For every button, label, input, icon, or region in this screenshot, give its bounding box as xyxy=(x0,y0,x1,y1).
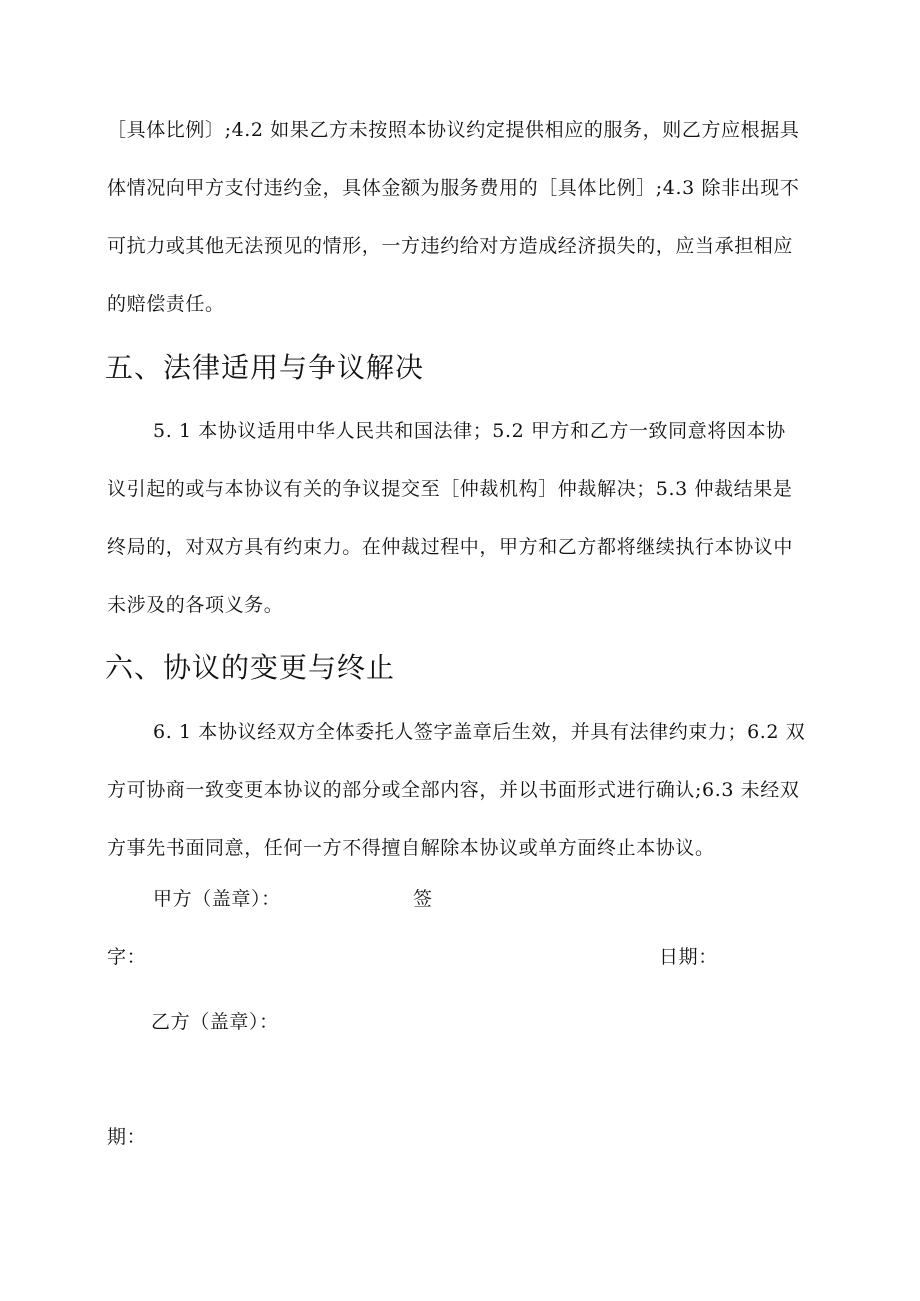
paragraph-line: 议引起的或与本协议有关的争议提交至［仲裁机构］仲裁解决；5.3 仲裁结果是 xyxy=(107,478,793,500)
party-b-seal-label: 乙方（盖章）： xyxy=(151,1011,279,1033)
date-label-tail: 期： xyxy=(107,1126,147,1148)
paragraph-line: 方事先书面同意，任何一方不得擅自解除本协议或单方面终止本协议。 xyxy=(107,837,715,859)
paragraph-line: 终局的，对双方具有约束力。在仲裁过程中，甲方和乙方都将继续执行本协议中 xyxy=(107,536,794,558)
section5-heading: 五、法律适用与争议解决 xyxy=(105,351,425,384)
section4-tail-paragraph xyxy=(107,101,817,333)
paragraph-line: 方可协商一致变更本协议的部分或全部内容，并以书面形式进行确认;6.3 未经双 xyxy=(107,779,800,801)
paragraph-line: 未涉及的各项义务。 xyxy=(107,594,284,616)
paragraph-line: 体情况向甲方支付违约金，具体金额为服务费用的［具体比例］;4.3 除非出现不 xyxy=(107,177,800,199)
paragraph-line: 5. 1 本协议适用中华人民共和国法律；5.2 甲方和乙方一致同意将因本协 xyxy=(153,420,786,442)
date-label: 日期： xyxy=(659,946,718,968)
section6-paragraph xyxy=(107,703,817,877)
section6-heading: 六、协议的变更与终止 xyxy=(105,651,396,684)
paragraph-line: 6. 1 本协议经双方全体委托人签字盖章后生效，并具有法律约束力；6.2 双 xyxy=(153,721,806,743)
party-a-seal-label: 甲方（盖章）： xyxy=(153,888,281,910)
section5-paragraph xyxy=(107,402,817,634)
paragraph-line: 的赔偿责任。 xyxy=(107,293,225,315)
signature-label-part2: 字： xyxy=(107,946,147,968)
signature-label-part1: 签 xyxy=(413,888,433,910)
paragraph-line: 可抗力或其他无法预见的情形，一方违约给对方造成经济损失的，应当承担相应 xyxy=(107,235,794,257)
paragraph-line: ［具体比例〕;4.2 如果乙方未按照本协议约定提供相应的服务，则乙方应根据具 xyxy=(107,119,800,141)
